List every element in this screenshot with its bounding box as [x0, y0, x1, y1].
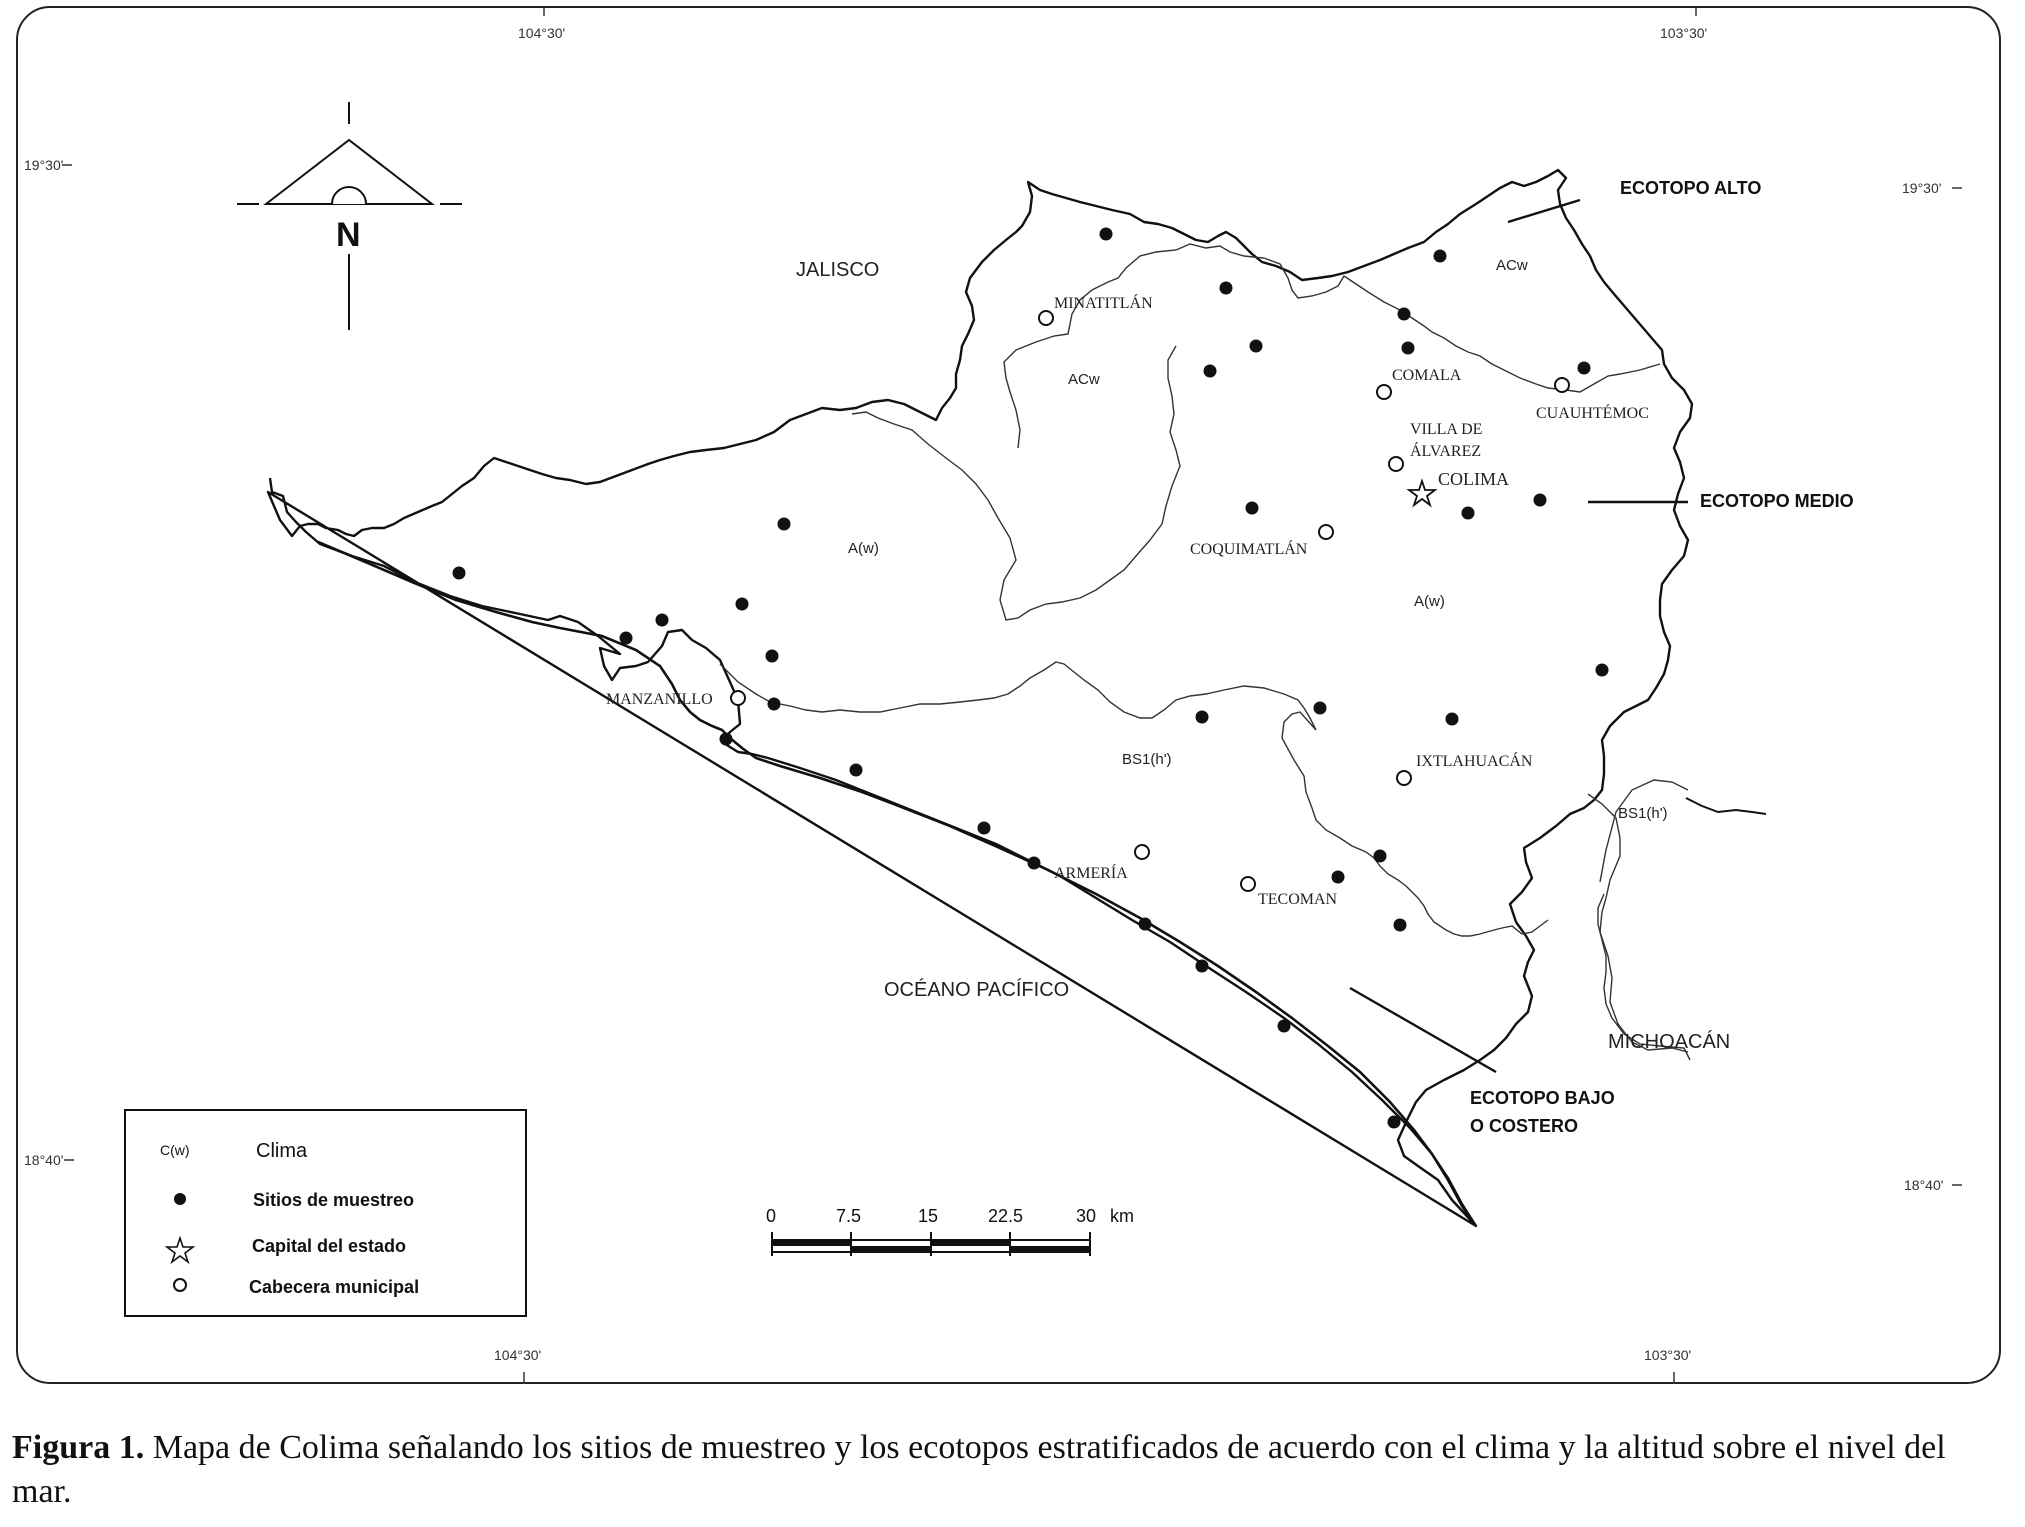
scale-tick-22-5: 22.5 — [988, 1206, 1024, 1226]
scale-tick-30: 30 — [1076, 1206, 1097, 1226]
scale-tick-0: 0 — [766, 1206, 777, 1226]
sampling-site — [1204, 365, 1217, 378]
michoacan-border — [1686, 798, 1766, 814]
north-letter: N — [336, 216, 361, 254]
label-cuauhtemoc: CUAUHTÉMOC — [1536, 405, 1649, 422]
climate-boundary-south — [720, 662, 1548, 936]
label-manzanillo: MANZANILLO — [606, 691, 713, 708]
climate-boundary-bs-box — [1600, 780, 1688, 882]
climate-label: ACw — [1496, 257, 1528, 274]
coord-top-right: 103°30' — [1660, 25, 1708, 41]
figure-caption — [12, 1426, 2012, 1514]
label-ocean: OCÉANO PACÍFICO — [884, 979, 1070, 1001]
seat-manzanillo — [731, 691, 745, 705]
sampling-site — [1398, 308, 1411, 321]
legend-cabecera: Cabecera municipal — [249, 1277, 420, 1297]
sampling-site — [1196, 960, 1209, 973]
sampling-site — [1534, 494, 1547, 507]
sampling-site — [720, 733, 733, 746]
coord-right-top: 19°30' — [1902, 180, 1942, 196]
scale-bar — [766, 1206, 1134, 1256]
sampling-site — [736, 598, 749, 611]
sampling-site — [1462, 507, 1475, 520]
label-coquimatlan: COQUIMATLÁN — [1190, 541, 1308, 558]
label-jalisco: JALISCO — [796, 259, 880, 281]
legend-cw-symbol: C(w) — [160, 1142, 190, 1158]
climate-label: A(w) — [1414, 593, 1445, 610]
coord-right-bottom: 18°40' — [1904, 1177, 1944, 1193]
label-ecotopo-bajo-1: ECOTOPO BAJO — [1470, 1088, 1615, 1108]
sampling-site — [1100, 228, 1113, 241]
sampling-site — [766, 650, 779, 663]
label-villa-de-alvarez-2: ÁLVAREZ — [1410, 443, 1482, 460]
label-minatitlan: MINATITLÁN — [1054, 295, 1153, 312]
colima-state-outline — [268, 170, 1692, 1226]
scale-tick-15: 15 — [918, 1206, 939, 1226]
sampling-site — [1402, 342, 1415, 355]
legend-sitios: Sitios de muestreo — [253, 1190, 415, 1210]
ecotope-pointers — [1350, 200, 1688, 1072]
coord-left-bottom: 18°40' — [24, 1152, 64, 1168]
label-colima: COLIMA — [1438, 469, 1509, 489]
label-michoacan: MICHOACÁN — [1608, 1031, 1731, 1053]
legend — [125, 1110, 526, 1316]
legend-cabecera-circle — [174, 1279, 186, 1291]
scale-tick-7-5: 7.5 — [836, 1206, 862, 1226]
sampling-site — [1388, 1116, 1401, 1129]
sampling-site — [453, 567, 466, 580]
legend-clima: Clima — [256, 1140, 308, 1162]
sampling-site — [1596, 664, 1609, 677]
sampling-site — [1139, 918, 1152, 931]
label-comala: COMALA — [1392, 367, 1462, 384]
sampling-site — [778, 518, 791, 531]
sampling-site — [1220, 282, 1233, 295]
sampling-site — [620, 632, 633, 645]
coord-bottom-right: 103°30' — [1644, 1347, 1692, 1363]
label-ecotopo-medio: ECOTOPO MEDIO — [1700, 491, 1854, 511]
coord-left-top: 19°30' — [24, 157, 64, 173]
climate-label: ACw — [1068, 371, 1100, 388]
sampling-site — [1394, 919, 1407, 932]
label-armeria: ARMERÍA — [1054, 865, 1128, 882]
sampling-site — [768, 698, 781, 711]
seat-ixtlahuacan — [1397, 771, 1411, 785]
coord-bottom-left: 104°30' — [494, 1347, 542, 1363]
climate-label: A(w) — [848, 540, 879, 557]
sampling-site — [1446, 713, 1459, 726]
label-ecotopo-bajo-2: O COSTERO — [1470, 1116, 1579, 1136]
sampling-site — [1250, 340, 1263, 353]
label-ixtlahuacan: IXTLAHUACÁN — [1416, 753, 1533, 770]
sampling-site — [1278, 1020, 1291, 1033]
sampling-site — [978, 822, 991, 835]
sampling-site — [1578, 362, 1591, 375]
sampling-site — [1332, 871, 1345, 884]
seat-coquimatlan — [1319, 525, 1333, 539]
caption-label: Figura 1. — [12, 1429, 145, 1466]
sampling-site — [1314, 702, 1327, 715]
seat-minatitlan — [1039, 311, 1053, 325]
sampling-site — [1196, 711, 1209, 724]
sampling-site — [656, 614, 669, 627]
seat-cuauhtemoc — [1555, 378, 1569, 392]
seat-armeria — [1135, 845, 1149, 859]
sampling-site — [1246, 502, 1259, 515]
climate-label: BS1(h') — [1618, 805, 1668, 822]
sampling-site — [1028, 857, 1041, 870]
scale-unit: km — [1110, 1206, 1134, 1226]
climate-boundary-bs-east — [1588, 794, 1620, 898]
coord-top-left: 104°30' — [518, 25, 566, 41]
label-tecoman: TECOMAN — [1258, 891, 1338, 908]
sampling-site — [1374, 850, 1387, 863]
climate-label: BS1(h') — [1122, 751, 1172, 768]
seat-villa-de-alvarez — [1389, 457, 1403, 471]
climate-boundary-bs-right — [1600, 898, 1688, 1052]
caption-text: Mapa de Colima señalando los sitios de muestreo y los ecotopos estratificados de acuerdo con el clima y la altitud sobre el nivel del mar. — [12, 1429, 1946, 1510]
legend-sitio-dot — [174, 1193, 186, 1205]
seat-tecoman — [1241, 877, 1255, 891]
sampling-site — [850, 764, 863, 777]
seat-comala — [1377, 385, 1391, 399]
climate-boundary-west — [852, 346, 1180, 620]
legend-capital: Capital del estado — [252, 1236, 407, 1256]
label-villa-de-alvarez-1: VILLA DE — [1410, 421, 1483, 438]
label-ecotopo-alto: ECOTOPO ALTO — [1620, 178, 1762, 198]
sampling-site — [1434, 250, 1447, 263]
capital-star — [1409, 481, 1435, 505]
